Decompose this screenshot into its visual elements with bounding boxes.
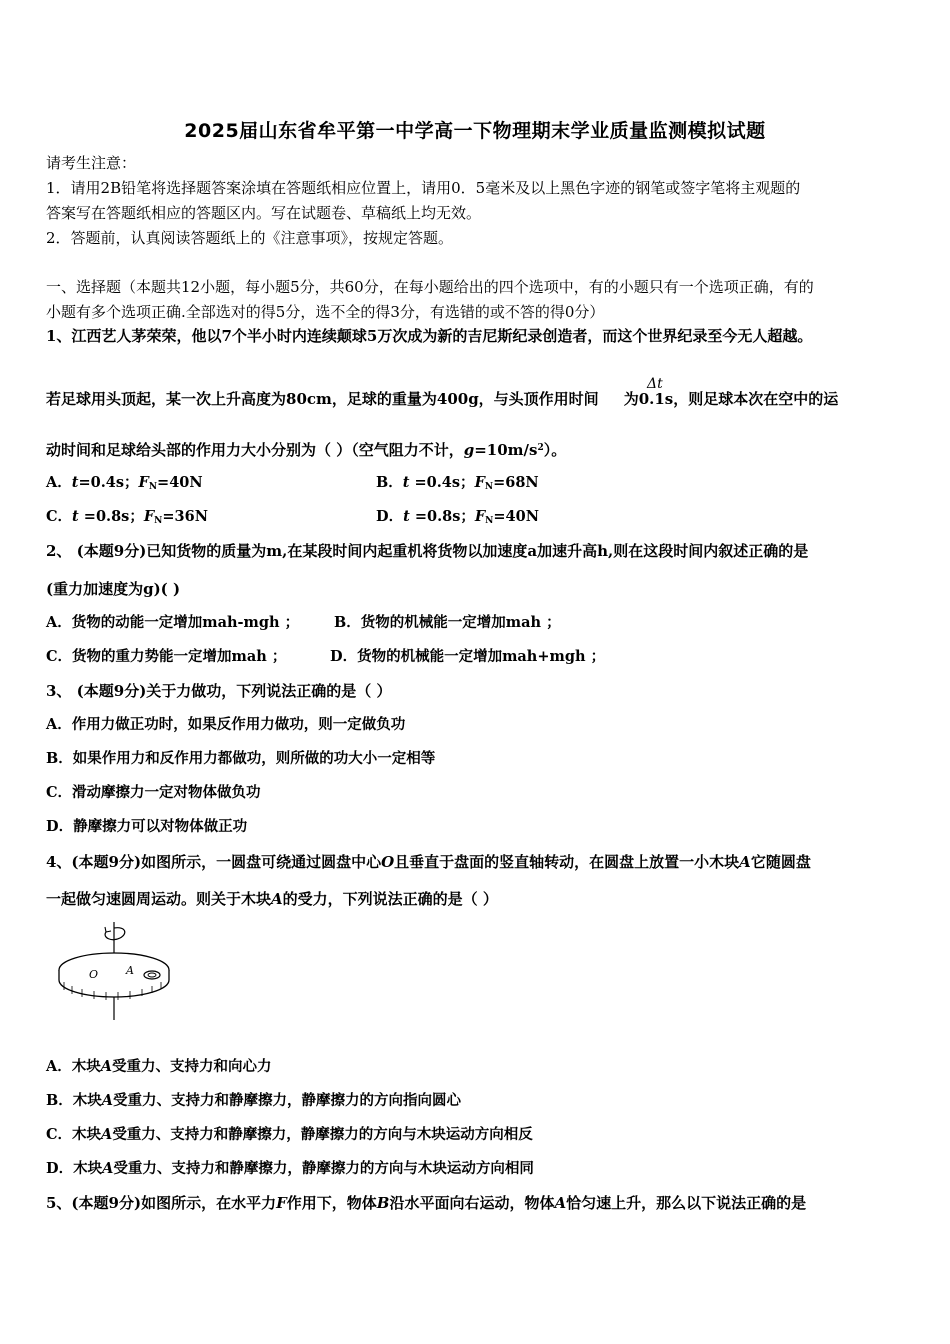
- q2-option-b: B．货物的机械能一定增加mah ；: [334, 614, 561, 631]
- q1-option-b: B．t =0.4s；$F_N=68N$: [376, 474, 539, 492]
- section-heading-line-1: 一、选择题（本题共12小题，每小题5分，共60分，在每小题给出的四个选项中，有的小题只有一个选项正确，有的: [46, 278, 814, 296]
- q2-stem-line-1: 2、 (本题9分)已知货物的质量为m,在某段时间内起重机将货物以加速度a加速升高h,则在这段时间内叙述正确的是: [46, 542, 809, 560]
- q4-stem-line-2: 一起做匀速圆周运动。则关于木块A的受力，下列说法正确的是（ ）: [46, 890, 498, 908]
- section-heading-line-2: 小题有多个选项正确.全部选对的得5分，选不全的得3分，有选错的或不答的得0分）: [46, 303, 605, 321]
- q4-option-a: A．木块A受重力、支持力和向心力: [46, 1058, 272, 1075]
- q3-option-c: C．滑动摩擦力一定对物体做负功: [46, 784, 261, 801]
- notice-item-1-line-2: 答案写在答题纸相应的答题区内。写在试题卷、草稿纸上均无效。: [46, 204, 482, 222]
- rotating-disk-figure: [54, 920, 184, 1025]
- q2-option-d: D．货物的机械能一定增加mah+mgh ；: [330, 648, 606, 665]
- page-title: 2025届山东省牟平第一中学高一下物理期末学业质量监测模拟试题: [184, 120, 766, 142]
- q2-option-a: A．货物的动能一定增加mah-mgh ；: [46, 614, 300, 631]
- label-a: A: [126, 964, 134, 977]
- q1-stem-line-3: 动时间和足球给头部的作用力大小分别为（ ）（空气阻力不计，$g=10m/s^2$）。: [46, 441, 567, 459]
- q1-stem-line-1: 1、江西艺人茅荣荣，他以7个半小时内连续颠球5万次成为新的吉尼斯纪录创造者，而这个世界纪录至今无人超越。: [46, 327, 813, 345]
- wood-block: [144, 971, 160, 979]
- q1-stem-line-2: 若足球用头顶起，某一次上升高度为80cm，足球的重量为400g，与头顶作用时间 为0.1s，则足球本次在空中的运: [46, 390, 839, 408]
- notice-item-2: 2．答题前，认真阅读答题纸上的《注意事项》，按规定答题。: [46, 229, 454, 247]
- notice-item-1-line-1: 1．请用2B铅笔将选择题答案涂填在答题纸相应位置上，请用0．5毫米及以上黑色字迹的钢笔或签字笔将主观题的: [46, 179, 801, 197]
- delta-t-symbol: Δt: [647, 376, 663, 392]
- q4-option-d: D．木块A受重力、支持力和静摩擦力，静摩擦力的方向与木块运动方向相同: [46, 1160, 534, 1177]
- q3-option-a: A．作用力做正功时，如果反作用力做功，则一定做负功: [46, 716, 406, 733]
- q4-option-b: B．木块A受重力、支持力和静摩擦力，静摩擦力的方向指向圆心: [46, 1092, 462, 1109]
- q3-option-b: B．如果作用力和反作用力都做功，则所做的功大小一定相等: [46, 750, 436, 767]
- q1-option-a: A．t=0.4s；$F_N=40N$: [46, 474, 203, 492]
- q3-option-d: D．静摩擦力可以对物体做正功: [46, 818, 248, 835]
- label-o: O: [89, 968, 99, 981]
- q2-stem-line-2: (重力加速度为g)( ): [46, 580, 181, 598]
- q2-option-c: C．货物的重力势能一定增加mah ；: [46, 648, 287, 665]
- q1-option-c: C．t =0.8s；$F_N=36N$: [46, 508, 208, 526]
- q4-stem-line-1: 4、(本题9分)如图所示，一圆盘可绕通过圆盘中心O且垂直于盘面的竖直轴转动，在圆盘上放置一小木块A它随圆盘: [46, 853, 811, 871]
- q1-option-d: D．t =0.8s；$F_N=40N$: [376, 508, 539, 526]
- rotation-arrowhead: [105, 927, 111, 932]
- q3-stem: 3、 (本题9分)关于力做功，下列说法正确的是（ ）: [46, 682, 392, 700]
- notice-heading: 请考生注意：: [46, 154, 137, 172]
- q4-option-c: C．木块A受重力、支持力和静摩擦力，静摩擦力的方向与木块运动方向相反: [46, 1126, 533, 1143]
- rotation-arrow: [105, 928, 125, 940]
- q5-stem-line-1: 5、(本题9分)如图所示，在水平力F作用下，物体B沿水平面向右运动，物体A恰匀速上升，那么以下说法正确的是: [46, 1194, 807, 1212]
